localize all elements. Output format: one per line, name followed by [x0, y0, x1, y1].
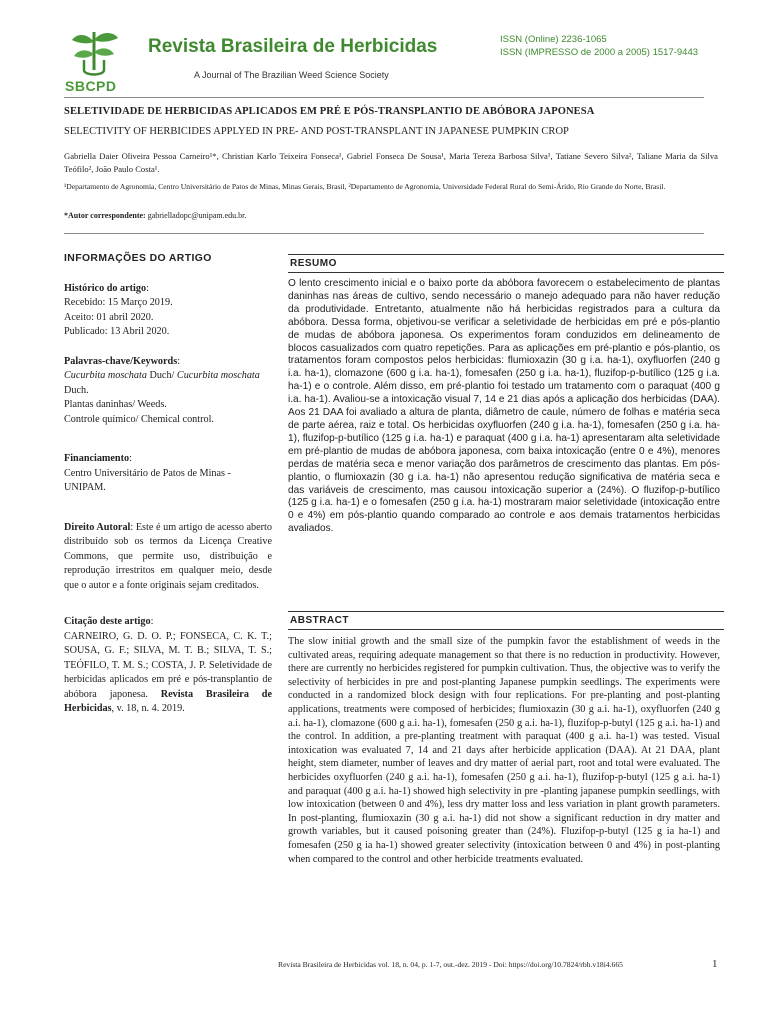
copyright-label: Direito Autoral — [64, 521, 131, 533]
keywords-label: Palavras-chave/Keywords — [64, 355, 178, 367]
journal-subtitle: A Journal of The Brazilian Weed Science Society — [194, 70, 389, 80]
keyword-1-c: Cucurbita moschata — [176, 370, 260, 381]
affiliations: ¹Departamento de Agronomia, Centro Universitário de Patos de Minas, Minas Gerais, Brasil, ²Departamento de Agronomia, Universidade Federal Rural do Semi-Árido, Rio Grande do Norte, Brasil. — [64, 182, 666, 191]
header-divider — [64, 97, 704, 98]
funding-label: Financiamento — [64, 453, 130, 464]
keyword-2: Plantas daninhas/ Weeds. — [64, 399, 167, 410]
issn-block — [500, 34, 698, 59]
keyword-1-b: Duch/ — [146, 370, 177, 381]
citation-section: Citação deste artigo: CARNEIRO, G. D. O. P.; FONSECA, C. K. T.; SOUSA, G. F.; SILVA, M. T. B.; SILVA, T. S.; TEÓFILO, T. M. S.; COSTA, J. P. Seletividade de herbicidas aplicados em pré e pós-transplantio de abóbora japonesa. Revista Brasileira de Herbicidas, v. 18, n. 4. 2019. — [64, 616, 272, 714]
history-label: Histórico do artigo — [64, 282, 147, 294]
corresponding-label: *Autor correspondente: — [64, 211, 146, 220]
keywords-section: Palavras-chave/Keywords: Cucurbita moschata Duch/ Cucurbita moschata Duch. Plantas daninhas/ Weeds. Controle químico/ Chemical control. — [64, 355, 272, 428]
published-date: Publicado: 13 Abril 2020. — [64, 326, 170, 337]
article-info-column — [64, 252, 272, 732]
article-title-en: SELECTIVITY OF HERBICIDES APPLYED IN PRE- AND POST-TRANSPLANT IN JAPANESE PUMPKIN CROP — [64, 126, 569, 137]
article-info-heading: INFORMAÇÕES DO ARTIGO — [64, 253, 212, 264]
journal-title: Revista Brasileira de Herbicidas — [148, 36, 438, 57]
footer-citation: Revista Brasileira de Herbicidas vol. 18, n. 04, p. 1-7, out.-dez. 2019 - Doi: https://doi.org/10.7824/rbh.v18i4.665 — [278, 960, 623, 969]
section-divider — [64, 233, 704, 234]
accepted-date: Aceito: 01 abril 2020. — [64, 311, 154, 323]
funding-section: Financiamento: Centro Universitário de Patos de Minas - UNIPAM. — [64, 452, 272, 496]
issn-print: ISSN (IMPRESSO de 2000 a 2005) 1517-9443 — [500, 46, 699, 58]
citation-end: , v. 18, n. 4. 2019. — [111, 703, 185, 714]
keyword-1 — [64, 369, 272, 398]
corresponding-author — [64, 211, 718, 220]
issn-online: ISSN (Online) 2236-1065 — [500, 34, 607, 45]
citation-journal: Revista Brasileira de Herbicidas — [64, 688, 272, 714]
history-section: Histórico do artigo: Recebido: 15 Março 2019. Aceito: 01 abril 2020. Publicado: 13 Abril 2020. — [64, 282, 272, 340]
corresponding-email[interactable]: gabrielladopc@unipam.edu.br. — [147, 211, 247, 220]
resumo-heading: RESUMO — [288, 254, 724, 273]
copyright-text: : Este é um artigo de acesso aberto distribuído sob os termos da Licença Creative Commons, que permite uso, distribuição e reprodução irrestritos em qualquer meio, desde que o autor e a fonte originais sejam creditados. — [64, 521, 272, 591]
copyright-section — [64, 521, 272, 594]
keyword-1-d: Duch. — [64, 384, 89, 396]
abstract-text: The slow initial growth and the small size of the pumpkin favor the establishment of weeds in the cultivated areas, requiring adequate management so that there is no reduction in productivity. However, there are currently no herbicides registered for pumpkin cultivation. Thus, the objective was to verify the selectivity of herbicides in pre and post-planting Japanese pumpkin seedlings. The experiments were conducted in a randomized block design with four replications. For pre-planting and post-planting applications, treatments were composed of herbicides; flumioxazin (30 g a.i. ha-1), oxyfluorfen (240 g a.i. ha-1), clomazone (600 g a.i. ha-1), fomesafen (250 g a.i. ha-1), fluzifop-p-butyl (125 g a.i. ha-1) and the control. In addition, a pre-planting treatment with paraquat (400 g a.i. ha-1) was tested. Visual intoxication was evaluated 7, 14 and 21 days after herbicide application (DAA). At 21 DAA, plant height, stem diameter, number of leaves and dry matter of aerial part, root and total were evaluated. The herbicides oxyfluorfen (240 g a.i. ha-1), fomesafen (250 g a.i. ha-1), fluzifop-p-butyl (125 g a.i. ha-1) and paraquat (400 g a.i. ha-1) showed high selectivity in pre -planting japanese pumpkin seedlings, with low intoxication (between 0 and 4%), less dry matter loss and less variation in plant growth parameters. In post-planting, flumioxazin (30 g a.i. ha-1) did not show a significant reduction in dry matter and growth variables, but it caused poisoning greater than (24%). Fluzifop-p-butyl (125 g ia ha-1) and fomesafen (250 g ia ha-1) showed greater selectivity (intoxication between 0 and 4%) in post-planting when compared to the control and other herbicide treatments evaluated. — [288, 636, 720, 865]
keyword-1-a: Cucurbita moschata — [64, 370, 147, 381]
received-date: Recebido: 15 Março 2019. — [64, 297, 173, 308]
citation-text: CARNEIRO, G. D. O. P.; FONSECA, C. K. T.; SOUSA, G. F.; SILVA, M. T. B.; SILVA, T. S.; TEÓFILO, T. M. S.; COSTA, J. P. Seletividade de herbicidas aplicados em pré e pós-transplantio de abóbora japonesa. — [64, 630, 272, 700]
page-number: 1 — [712, 958, 718, 970]
logo-text: SBCPD — [65, 78, 117, 94]
citation-label: Citação deste artigo — [64, 616, 151, 627]
keyword-3: Controle químico/ Chemical control. — [64, 413, 214, 425]
authors: Gabriella Daier Oliveira Pessoa Carneiro¹*, Christian Karlo Teixeira Fonseca¹, Gabriel Fonseca De Sousa¹, Maria Tereza Barbosa Silva¹, Tatiane Severo Silva², Taliane Maria da Silva Teófilo², João Paulo Costa¹. — [64, 151, 718, 174]
funding-text: Centro Universitário de Patos de Minas - UNIPAM. — [64, 467, 231, 493]
resumo-text: O lento crescimento inicial e o baixo porte da abóbora favorecem o estabelecimento de plantas daninhas nas áreas de cultivo, sendo necessário o manejo adequado para não haver redução da produtividade. Entretanto, atualmente não há herbicidas registrados para a cultura da abóbora. Dessa forma, objetivou-se verificar a seletividade de herbicidas em pré e pós-plantio de mudas de abóbora japonesa. Os experimentos foram conduzidos em delineamento de blocos casualizados com quatro repetições. Para as aplicações em pré-plantio e pós-plantio, os tratamentos foram compostos pelos herbicidas: flumioxazin (30 g i.a. ha-1), oxyfluorfen (240 g i.a. ha-1), clomazone (600 g i.a. ha-1), fomesafen (250 g i.a. ha-1), fluzifop-p-butílico (125 g i.a. ha-1) e o controle. Além disso, em pré-plantio foi testado um tratamento com o paraquat (400 g i.a. ha-1). Avaliou-se a intoxicação visual 7, 14 e 21 dias após a aplicação dos herbicidas (DAA). Aos 21 DAA foi avaliado a altura de planta, diâmetro de caule, número de folhas e matéria seca de parte aérea, raiz e total. Os herbicidas oxyfluorfen (240 g i.a. ha-1), fomesafen (250 g i.a. ha-1), fluzifop-p-butílico (125 g i.a. ha-1) e paraquat (400 g i.a. ha-1) apresentaram alta seletividade em pré-plantio de mudas de abóbora japonesa, com baixa intoxicação (entre 0 e 4%), menores perdas de matéria seca e menor variação dos parâmetros de crescimento das plantas. Em pós-plantio, o flumioxazin (30 g i.a. ha-1) não apresentou redução significativa de matéria seca e das variáveis de crescimento, mas causou intoxicação superior a (24%). O fluzifop-p-butílico (125 g i.a. ha-1) e o fomesafen (250 g i.a. ha-1) mostraram maior seletividade (intoxicação entre 0 e 4%) em pós-plantio quando comparado ao controle e aos demais tratamentos herbicidas avaliados. — [288, 278, 720, 535]
abstract-heading: ABSTRACT — [288, 611, 724, 630]
article-title-pt: SELETIVIDADE DE HERBICIDAS APLICADOS EM PRÉ E PÓS-TRANSPLANTIO DE ABÓBORA JAPONESA — [64, 106, 595, 117]
